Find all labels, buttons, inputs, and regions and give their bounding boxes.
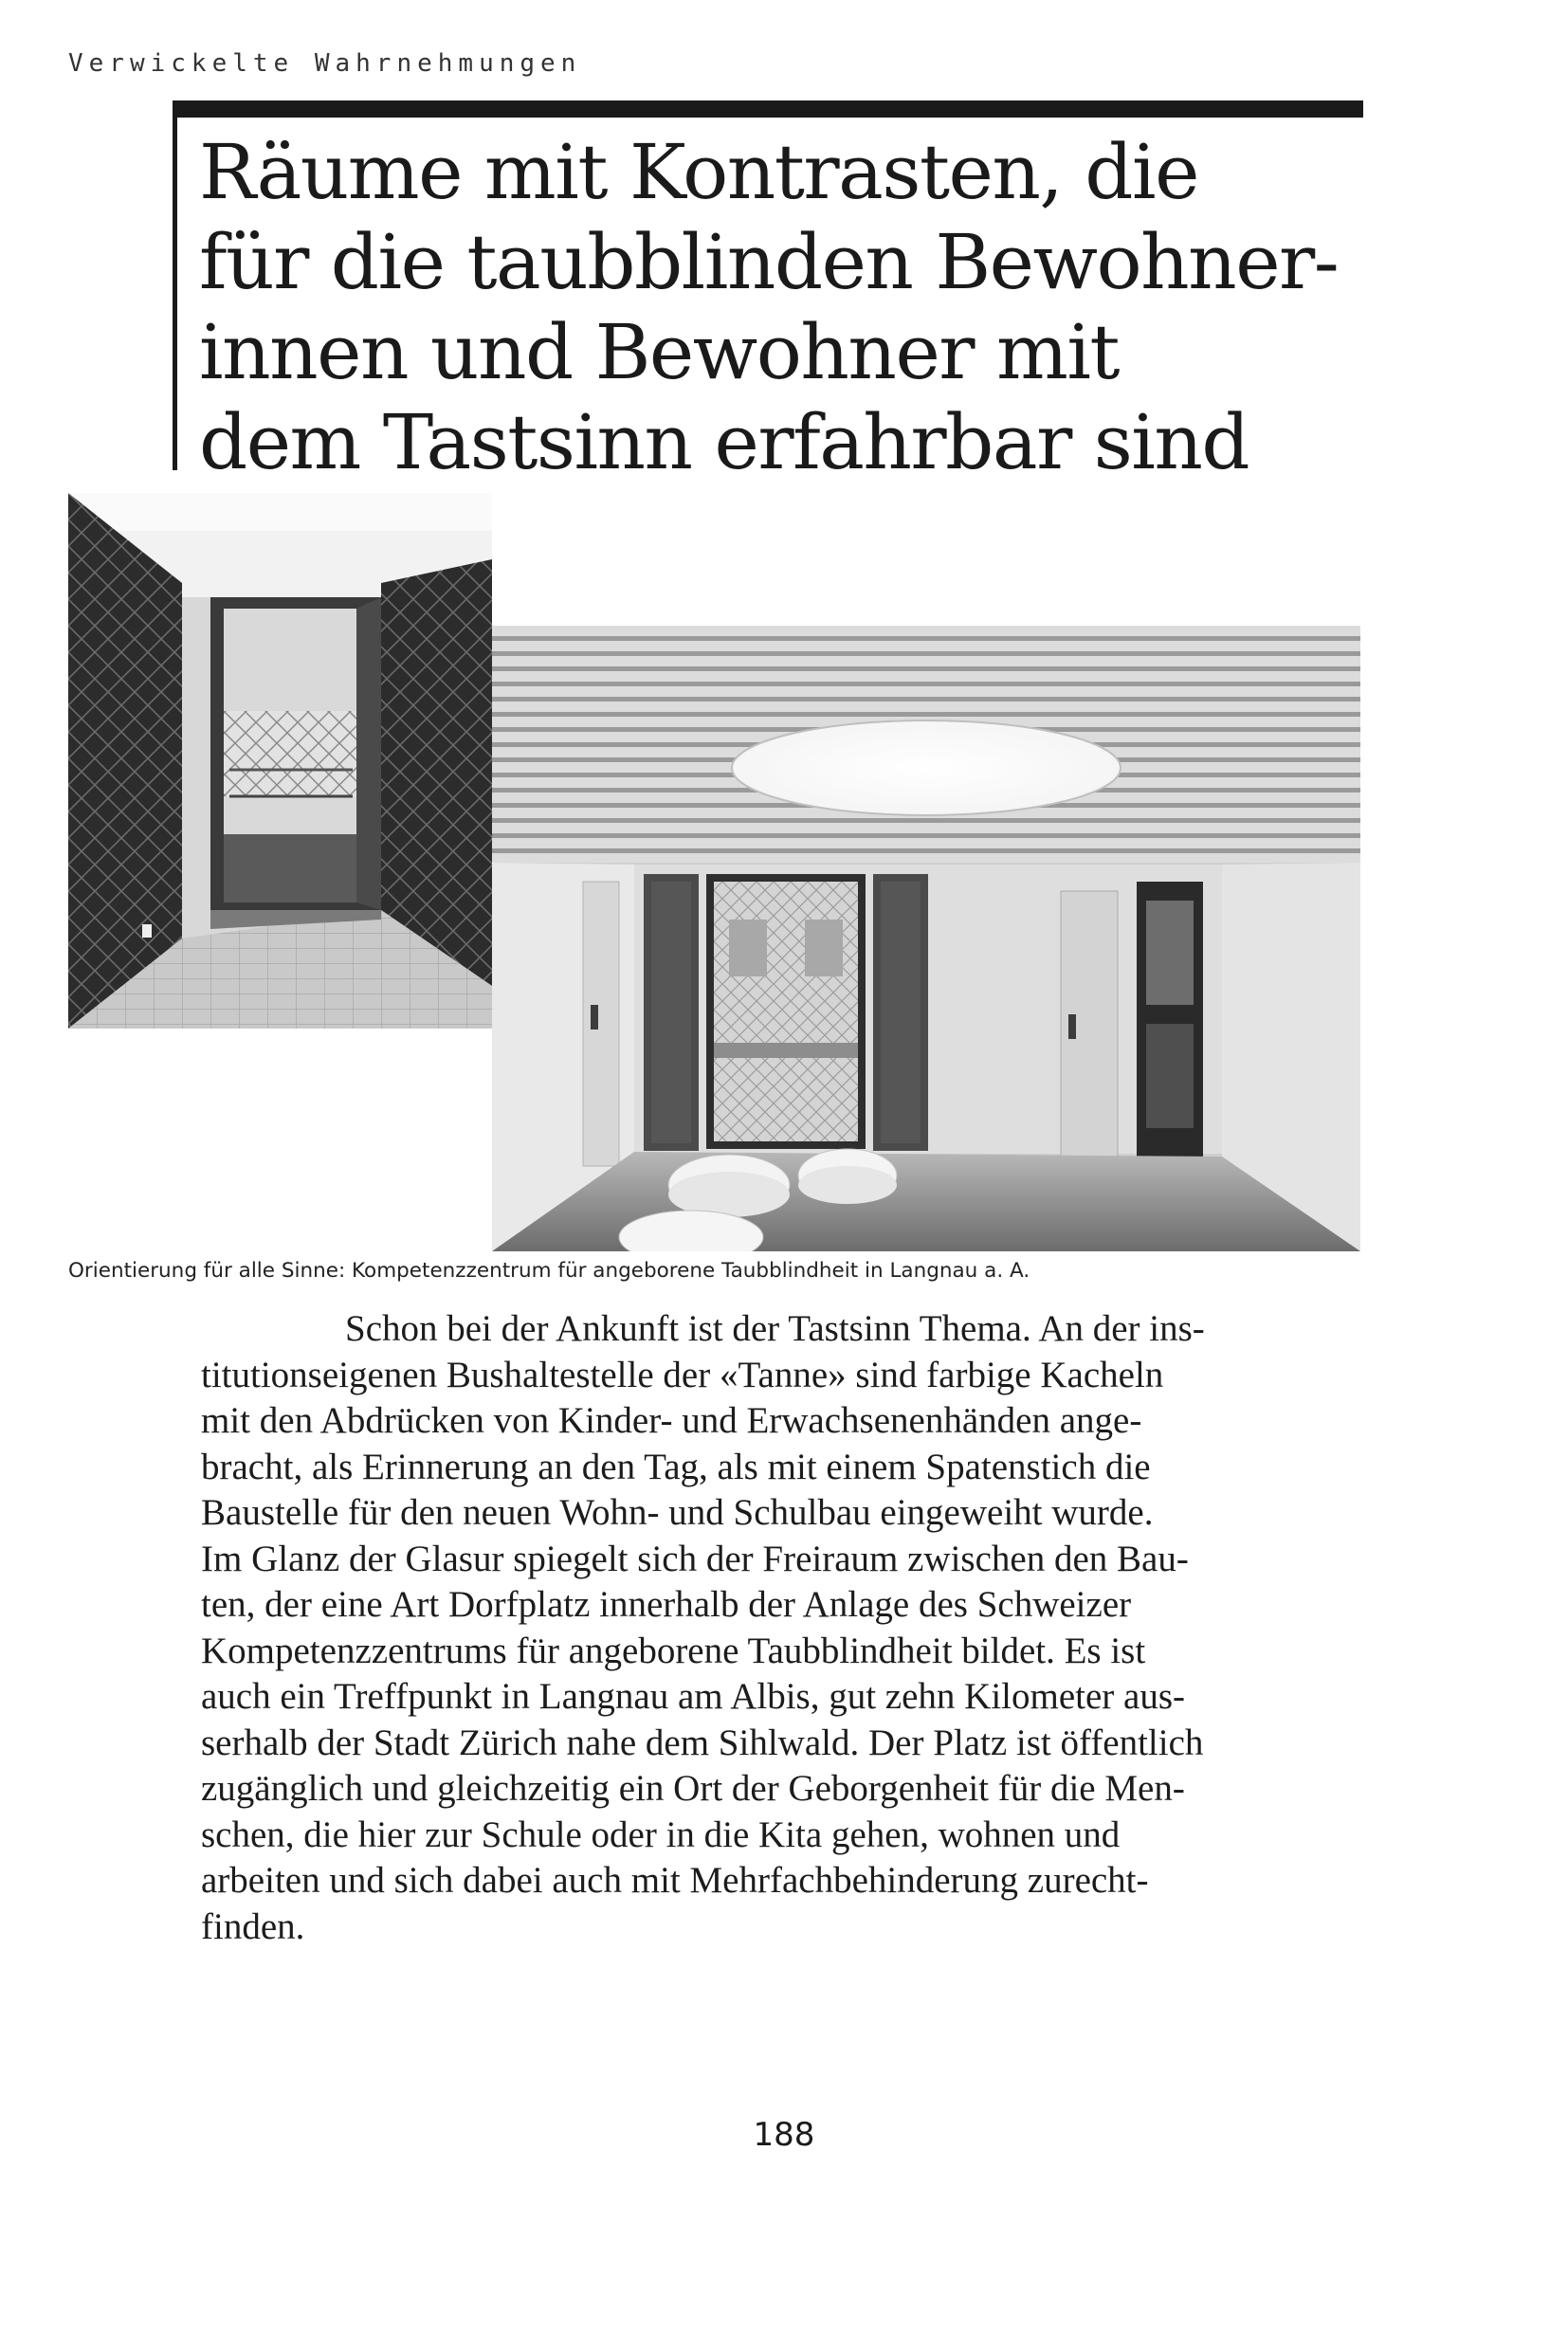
body-line: Schon bei der Ankunft ist der Tastsinn Thema. An der ins- bbox=[345, 1308, 1205, 1349]
body-line: titutionseigenen Bushaltestelle der «Tanne» sind farbige Kacheln bbox=[201, 1354, 1164, 1395]
body-line: ten, der eine Art Dorfplatz innerhalb der Anlage des Schweizer bbox=[201, 1584, 1132, 1625]
page-number: 188 bbox=[753, 2116, 815, 2154]
headline-rule-left bbox=[173, 100, 177, 470]
body-line: finden. bbox=[201, 1905, 305, 1947]
running-head: Verwickelte Wahrnehmungen bbox=[68, 49, 582, 78]
body-line: serhalb der Stadt Zürich nahe dem Sihlwald. Der Platz ist öffentlich bbox=[201, 1722, 1204, 1763]
headline-line: für die taubblinden Bewohner- bbox=[199, 218, 1339, 306]
body-text bbox=[201, 1306, 1373, 1950]
headline bbox=[199, 127, 1365, 474]
body-line: zugänglich und gleichzeitig ein Ort der Geborgenheit für die Men- bbox=[201, 1768, 1185, 1809]
headline-line: dem Tastsinn erfahrbar sind bbox=[199, 398, 1249, 474]
body-line: bracht, als Erinnerung an den Tag, als mit einem Spatenstich die bbox=[201, 1446, 1151, 1487]
body-line: auch ein Treffpunkt in Langnau am Albis, gut zehn Kilometer aus- bbox=[201, 1676, 1185, 1717]
body-line: arbeiten und sich dabei auch mit Mehrfachbehinderung zurecht- bbox=[201, 1860, 1149, 1901]
body-line: schen, die hier zur Schule oder in die Kita gehen, wohnen und bbox=[201, 1813, 1121, 1855]
body-line: mit den Abdrücken von Kinder- und Erwachsenenhänden ange- bbox=[201, 1400, 1142, 1441]
headline-line: Räume mit Kontrasten, die bbox=[199, 128, 1198, 216]
room-photo bbox=[492, 626, 1360, 1251]
body-line: Baustelle für den neuen Wohn- und Schulbau eingeweiht wurde. bbox=[201, 1492, 1154, 1533]
corridor-photo bbox=[68, 493, 492, 1029]
headline-line: innen und Bewohner mit bbox=[199, 308, 1120, 396]
photo-caption: Orientierung für alle Sinne: Kompetenzzentrum für angeborene Taubblindheit in Langnau a. A. bbox=[68, 1259, 1030, 1283]
body-line: Im Glanz der Glasur spiegelt sich der Freiraum zwischen den Bau- bbox=[201, 1538, 1189, 1579]
headline-rule-top bbox=[173, 100, 1363, 118]
body-line: Kompetenzzentrums für angeborene Taubblindheit bildet. Es ist bbox=[201, 1630, 1146, 1671]
